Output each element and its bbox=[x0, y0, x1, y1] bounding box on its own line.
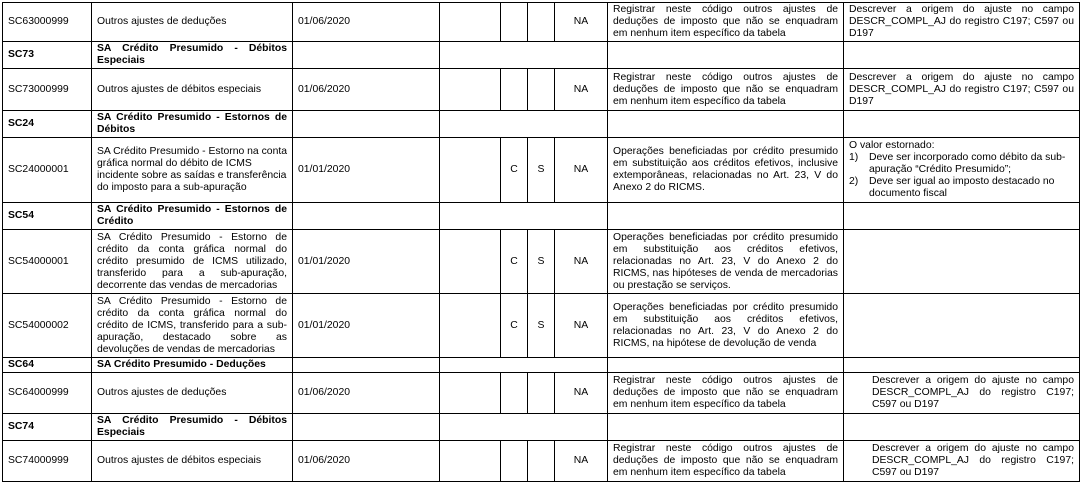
empty-cell bbox=[608, 111, 844, 138]
empty-cell bbox=[440, 203, 608, 230]
empty-cell bbox=[844, 203, 1080, 230]
start-date-cell: 01/01/2020 bbox=[293, 138, 440, 203]
list-text: Deve ser igual ao imposto destacado no documento fiscal bbox=[869, 176, 1055, 199]
usage-cell: Registrar neste código outros ajustes de deduções de imposto que não se enquadram em nenhum item específico da tabela bbox=[608, 3, 844, 42]
description-cell: SA Crédito Presumido - Estorno de crédito da conta gráfica normal do crédito de ICMS, transferido para a sub-apuração, destacado sobre as devoluções de vendas de mercadorias bbox=[92, 294, 293, 358]
notes-title: O valor estornado: bbox=[849, 140, 935, 151]
start-date-cell: 01/01/2020 bbox=[293, 294, 440, 358]
empty-cell bbox=[440, 3, 501, 42]
notes-cell: Descrever a origem do ajuste no campo DESCR_COMPL_AJ do registro C197; C597 ou D197 bbox=[844, 373, 1080, 414]
flag-cell bbox=[501, 441, 528, 482]
table-row bbox=[3, 3, 1080, 42]
adjustment-codes-table bbox=[2, 2, 1080, 482]
na-cell: NA bbox=[555, 373, 608, 414]
notes-list bbox=[849, 152, 1074, 200]
flag-cell bbox=[528, 3, 555, 42]
flag-cell bbox=[528, 69, 555, 111]
empty-cell bbox=[440, 414, 608, 441]
empty-cell bbox=[440, 373, 501, 414]
flag-cell: C bbox=[501, 138, 528, 203]
table-row bbox=[3, 294, 1080, 358]
group-title-cell: SA Crédito Presumido - Débitos Especiais bbox=[92, 414, 293, 441]
table-row bbox=[3, 230, 1080, 294]
start-date-cell: 01/06/2020 bbox=[293, 69, 440, 111]
notes-cell bbox=[844, 230, 1080, 294]
code-cell: SC64000999 bbox=[3, 373, 92, 414]
group-header-row bbox=[3, 42, 1080, 69]
group-header-row bbox=[3, 203, 1080, 230]
group-title-cell: SA Crédito Presumido - Débitos Especiais bbox=[92, 42, 293, 69]
empty-cell bbox=[440, 441, 501, 482]
usage-cell: Operações beneficiadas por crédito presumido em substituição aos créditos efetivos, relacionadas no Art. 23, V do Anexo 2 do RICMS, nas hipóteses de venda de mercadorias ou prestação se serviços. bbox=[608, 230, 844, 294]
table-row bbox=[3, 138, 1080, 203]
empty-cell bbox=[844, 42, 1080, 69]
empty-cell bbox=[293, 111, 440, 138]
empty-cell bbox=[440, 294, 501, 358]
empty-cell bbox=[440, 111, 608, 138]
empty-cell bbox=[844, 358, 1080, 373]
flag-cell: S bbox=[528, 294, 555, 358]
flag-cell bbox=[528, 373, 555, 414]
empty-cell bbox=[293, 358, 440, 373]
description-cell: Outros ajustes de débitos especiais bbox=[92, 441, 293, 482]
empty-cell bbox=[608, 414, 844, 441]
table-row bbox=[3, 373, 1080, 414]
group-title-cell: SA Crédito Presumido - Estornos de Crédito bbox=[92, 203, 293, 230]
empty-cell bbox=[440, 138, 501, 203]
na-cell: NA bbox=[555, 230, 608, 294]
description-cell: SA Crédito Presumido - Estorno na conta gráfica normal do débito de ICMS incidente sobre as saídas e transferência do imposto para a sub-apuração bbox=[92, 138, 293, 203]
na-cell: NA bbox=[555, 294, 608, 358]
flag-cell: C bbox=[501, 230, 528, 294]
start-date-cell: 01/06/2020 bbox=[293, 3, 440, 42]
group-header-row bbox=[3, 414, 1080, 441]
code-cell: SC54000001 bbox=[3, 230, 92, 294]
na-cell: NA bbox=[555, 138, 608, 203]
flag-cell: C bbox=[501, 294, 528, 358]
flag-cell bbox=[528, 441, 555, 482]
group-title-cell: SA Crédito Presumido - Estornos de Débitos bbox=[92, 111, 293, 138]
empty-cell bbox=[440, 69, 501, 111]
empty-cell bbox=[293, 42, 440, 69]
usage-cell: Registrar neste código outros ajustes de deduções de imposto que não se enquadram em nenhum item específico da tabela bbox=[608, 441, 844, 482]
na-cell: NA bbox=[555, 69, 608, 111]
empty-cell bbox=[440, 358, 608, 373]
group-code-cell: SC54 bbox=[3, 203, 92, 230]
group-code-cell: SC64 bbox=[3, 358, 92, 373]
usage-cell: Operações beneficiadas por crédito presumido em substituição aos créditos efetivos, inclusive extemporâneas, relacionadas no Art. 23, V do Anexo 2 do RICMS. bbox=[608, 138, 844, 203]
flag-cell bbox=[501, 3, 528, 42]
code-cell: SC73000999 bbox=[3, 69, 92, 111]
usage-cell: Registrar neste código outros ajustes de deduções de imposto que não se enquadram em nenhum item específico da tabela bbox=[608, 373, 844, 414]
empty-cell bbox=[844, 111, 1080, 138]
flag-cell bbox=[501, 373, 528, 414]
list-number: 2) bbox=[849, 176, 859, 187]
notes-cell: Descrever a origem do ajuste no campo DESCR_COMPL_AJ do registro C197; C597 ou D197 bbox=[844, 69, 1080, 111]
group-header-row bbox=[3, 111, 1080, 138]
usage-cell: Operações beneficiadas por crédito presumido em substituição aos créditos efetivos, relacionadas no Art. 23, V do Anexo 2 do RICMS, na hipótese de devolução de venda bbox=[608, 294, 844, 358]
code-cell: SC54000002 bbox=[3, 294, 92, 358]
group-code-cell: SC24 bbox=[3, 111, 92, 138]
flag-cell: S bbox=[528, 230, 555, 294]
flag-cell: S bbox=[528, 138, 555, 203]
group-code-cell: SC74 bbox=[3, 414, 92, 441]
empty-cell bbox=[608, 42, 844, 69]
list-text: Deve ser incorporado como débito da sub-apuração “Crédito Presumido”; bbox=[869, 152, 1066, 175]
start-date-cell: 01/06/2020 bbox=[293, 441, 440, 482]
code-cell: SC74000999 bbox=[3, 441, 92, 482]
start-date-cell: 01/01/2020 bbox=[293, 230, 440, 294]
description-cell: Outros ajustes de débitos especiais bbox=[92, 69, 293, 111]
description-cell: SA Crédito Presumido - Estorno de crédito da conta gráfica normal do crédito presumido de ICMS utilizado, transferido para a sub-apuração, decorrente das vendas de mercadorias bbox=[92, 230, 293, 294]
notes-cell: Descrever a origem do ajuste no campo DESCR_COMPL_AJ do registro C197; C597 ou D197 bbox=[844, 3, 1080, 42]
flag-cell bbox=[501, 69, 528, 111]
notes-cell bbox=[844, 138, 1080, 203]
group-code-cell: SC73 bbox=[3, 42, 92, 69]
empty-cell bbox=[293, 203, 440, 230]
empty-cell bbox=[844, 414, 1080, 441]
start-date-cell: 01/06/2020 bbox=[293, 373, 440, 414]
notes-cell bbox=[844, 294, 1080, 358]
usage-cell: Registrar neste código outros ajustes de deduções de imposto que não se enquadram em nenhum item específico da tabela bbox=[608, 69, 844, 111]
group-header-row bbox=[3, 358, 1080, 373]
description-cell: Outros ajustes de deduções bbox=[92, 373, 293, 414]
notes-cell: Descrever a origem do ajuste no campo DESCR_COMPL_AJ do registro C197; C597 ou D197 bbox=[844, 441, 1080, 482]
empty-cell bbox=[608, 203, 844, 230]
description-cell: Outros ajustes de deduções bbox=[92, 3, 293, 42]
code-cell: SC63000999 bbox=[3, 3, 92, 42]
table-row bbox=[3, 69, 1080, 111]
code-cell: SC24000001 bbox=[3, 138, 92, 203]
empty-cell bbox=[293, 414, 440, 441]
list-item bbox=[849, 152, 1074, 176]
na-cell: NA bbox=[555, 441, 608, 482]
list-item bbox=[849, 176, 1074, 200]
empty-cell bbox=[440, 42, 608, 69]
list-number: 1) bbox=[849, 152, 859, 163]
na-cell: NA bbox=[555, 3, 608, 42]
group-title-cell: SA Crédito Presumido - Deduções bbox=[92, 358, 293, 373]
empty-cell bbox=[440, 230, 501, 294]
empty-cell bbox=[608, 358, 844, 373]
table-row bbox=[3, 441, 1080, 482]
